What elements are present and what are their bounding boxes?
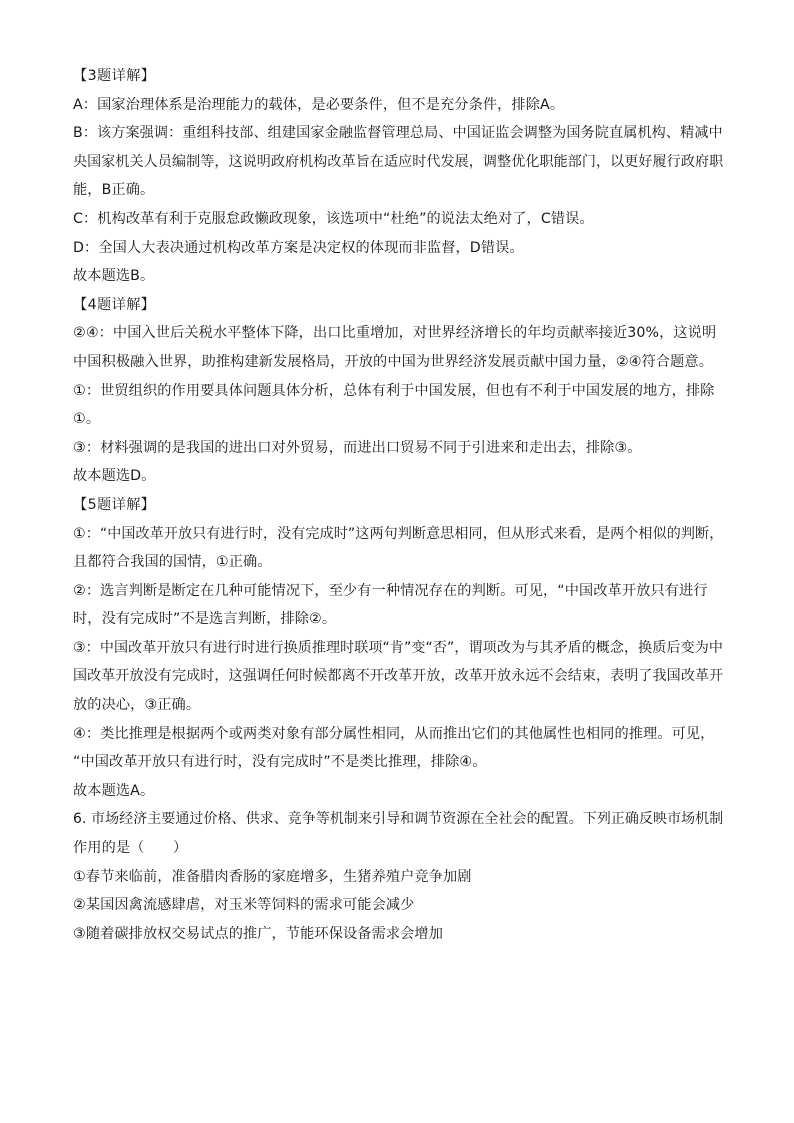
- paragraph-line: 放的决心，③正确。: [73, 697, 201, 714]
- section-heading-q4: 【4题详解】: [73, 296, 156, 313]
- question-6-stem: 6. 市场经济主要通过价格、供求、竞争等机制来引导和调节资源在全社会的配置。下列正确反映市场机制: [73, 811, 724, 828]
- paragraph-line: ②：选言判断是断定在几种可能情况下，至少有一种情况存在的判断。可见，“中国改革开放只有进行: [73, 582, 708, 599]
- answer-line: 故本题选D。: [73, 468, 156, 485]
- paragraph-line: 能，B正确。: [73, 182, 155, 199]
- paragraph-line: A：国家治理体系是治理能力的载体，是必要条件，但不是充分条件，排除A。: [73, 96, 565, 113]
- paragraph-line: 时，没有完成时”不是选言判断，排除②。: [73, 611, 337, 628]
- paragraph-line: ①。: [73, 411, 101, 428]
- paragraph-line: ①：“中国改革开放只有进行时，没有完成时”这两句判断意思相同，但从形式来看，是两个相似的判断，: [73, 525, 724, 542]
- paragraph-line: 国改革开放没有完成时，这强调任何时候都离不开改革开放，改革开放永远不会结束，表明了我国改革开: [73, 668, 724, 685]
- answer-line: 故本题选B。: [73, 268, 155, 285]
- paragraph-line: “中国改革开放只有进行时，没有完成时”不是类比推理，排除④。: [73, 754, 487, 771]
- paragraph-line: ④：类比推理是根据两个或两类对象有部分属性相同，从而推出它们的其他属性也相同的推理。可见，: [73, 725, 715, 742]
- section-heading-q5: 【5题详解】: [73, 496, 156, 513]
- paragraph-line: 且都符合我国的国情，①正确。: [73, 554, 272, 571]
- section-heading-q3: 【3题详解】: [73, 68, 156, 84]
- question-option: ②某国因禽流感肆虐，对玉米等饲料的需求可能会减少: [73, 897, 415, 914]
- paragraph-line: ①：世贸组织的作用要具体问题具体分析，总体有利于中国发展，但也有不利于中国发展的地方，排除: [73, 382, 715, 399]
- question-option: ①春节来临前，准备腊肉香肠的家庭增多，生猪养殖户竞争加剧: [73, 868, 472, 885]
- paragraph-line: 央国家机关人员编制等，这说明政府机构改革旨在适应时代发展，调整优化职能部门，以更好履行政府职: [73, 153, 724, 170]
- paragraph-line: 中国积极融入世界，助推构建新发展格局，开放的中国为世界经济发展贡献中国力量，②④符合题意。: [73, 353, 714, 370]
- paragraph-line: ③：中国改革开放只有进行时进行换质推理时联项“肯”变“否”，谓项改为与其矛盾的概念，换质后变为中: [73, 639, 723, 656]
- paragraph-line: C：机构改革有利于克服怠政懒政现象，该选项中“杜绝”的说法太绝对了，C错误。: [73, 210, 594, 227]
- paragraph-line: D：全国人大表决通过机构改革方案是决定权的体现而非监督，D错误。: [73, 239, 524, 256]
- question-option: ③随着碳排放权交易试点的推广，节能环保设备需求会增加: [73, 925, 444, 942]
- answer-line: 故本题选A。: [73, 782, 155, 799]
- paragraph-line: ③：材料强调的是我国的进出口对外贸易，而进出口贸易不同于引进来和走出去，排除③。: [73, 439, 642, 456]
- question-6-stem: 作用的是（ ）: [73, 840, 188, 857]
- paragraph-line: B：该方案强调：重组科技部、组建国家金融监督管理总局、中国证监会调整为国务院直属机构、精减中: [73, 125, 723, 142]
- document-page: [73, 62, 723, 948]
- paragraph-line: ②④：中国入世后关税水平整体下降，出口比重增加，对世界经济增长的年均贡献率接近30%，这说明: [73, 325, 717, 342]
